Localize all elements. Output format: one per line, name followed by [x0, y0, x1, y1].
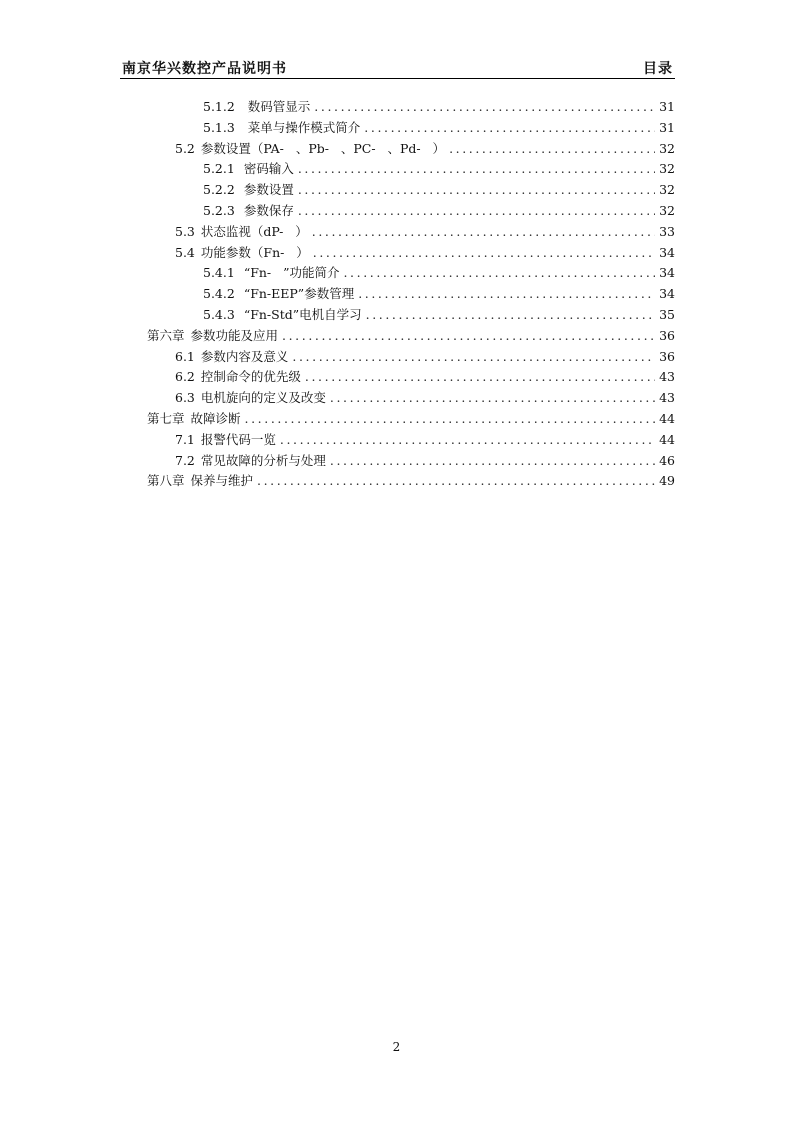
toc-entry[interactable]: [120, 471, 675, 492]
toc-entry-page: 31: [659, 119, 675, 135]
toc-entry-title: 控制命令的优先级: [200, 369, 301, 385]
toc-entry[interactable]: [120, 305, 675, 326]
toc-entry-page: 31: [659, 99, 675, 114]
toc-entry-page: 32: [659, 140, 675, 156]
toc-entry-number: 7.1: [175, 431, 195, 447]
toc-entry-title: 保养与维护: [190, 473, 254, 489]
toc-leader-dots: [313, 243, 655, 264]
toc-entry-title: 常见故障的分析与处理: [200, 452, 326, 468]
toc-entry[interactable]: [120, 347, 675, 368]
header-title: 南京华兴数控产品说明书: [122, 61, 287, 77]
toc-entry-number: 6.3: [175, 390, 195, 406]
toc-leader-dots: [305, 367, 655, 388]
toc-entry-number: 第七章: [147, 410, 185, 426]
toc-entry[interactable]: [120, 180, 675, 201]
toc-entry-title: 参数设置: [243, 182, 294, 198]
toc-entry-title: “Fn-EEP”参数管理: [243, 286, 355, 302]
toc-entry-number: 5.2.2: [203, 182, 235, 198]
toc-leader-dots: [314, 97, 655, 118]
toc-entry-title: 参数内容及意义: [200, 348, 289, 364]
toc-entry-page: 49: [659, 473, 675, 489]
toc-entry[interactable]: [120, 367, 675, 388]
toc-leader-dots: [366, 305, 655, 326]
toc-leader-dots: [358, 284, 655, 305]
toc-entry-page: 44: [659, 410, 675, 426]
header-section: 目录: [643, 61, 673, 77]
toc-leader-dots: [364, 118, 655, 139]
toc-entry[interactable]: [120, 97, 675, 118]
toc-entry-number: 第八章: [147, 473, 185, 489]
toc-entry-page: 33: [659, 223, 675, 239]
toc-entry-page: 32: [659, 161, 675, 177]
toc-entry-title: 故障诊断: [190, 410, 241, 426]
toc-entry[interactable]: [120, 388, 675, 409]
toc-leader-dots: [343, 263, 655, 284]
toc-leader-dots: [257, 471, 655, 492]
toc-entry[interactable]: [120, 326, 675, 347]
toc-entry-title: 状态监视（dP- ）: [200, 223, 308, 239]
toc-entry[interactable]: [120, 451, 675, 472]
toc-entry-page: 35: [659, 306, 675, 322]
toc-entry-number: 5.2: [175, 140, 195, 156]
toc-entry-title: 数码管显示: [243, 99, 311, 114]
toc-entry-number: 5.4.2: [203, 286, 235, 302]
toc-entry[interactable]: [120, 139, 675, 160]
toc-entry-number: 第六章: [147, 327, 185, 343]
toc-entry-number: 5.3: [175, 223, 195, 239]
toc-entry-number: 5.1.2: [203, 99, 235, 114]
toc-entry-number: 7.2: [175, 452, 195, 468]
toc-entry-title: 密码输入: [243, 161, 294, 177]
toc-entry[interactable]: [120, 409, 675, 430]
toc-entry-number: 5.4.3: [203, 306, 235, 322]
toc-entry-number: 5.4.1: [203, 265, 235, 281]
toc-entry[interactable]: [120, 118, 675, 139]
toc-leader-dots: [280, 430, 655, 451]
toc-leader-dots: [282, 326, 655, 347]
toc-leader-dots: [312, 222, 655, 243]
toc-entry-title: 参数功能及应用: [190, 327, 279, 343]
page-header: [120, 56, 675, 79]
toc-entry-title: “Fn-Std”电机自学习: [243, 306, 362, 322]
toc-leader-dots: [330, 451, 655, 472]
page-number: 2: [392, 1040, 401, 1054]
toc-entry[interactable]: [120, 222, 675, 243]
toc-leader-dots: [298, 180, 655, 201]
table-of-contents: [120, 97, 675, 492]
toc-entry[interactable]: [120, 284, 675, 305]
toc-entry-number: 6.2: [175, 369, 195, 385]
toc-leader-dots: [330, 388, 655, 409]
toc-entry-title: 参数设置（PA- 、Pb- 、PC- 、Pd- ）: [200, 140, 446, 156]
toc-entry-page: 36: [659, 348, 675, 364]
toc-entry-page: 44: [659, 431, 675, 447]
toc-entry-title: 功能参数（Fn- ）: [200, 244, 309, 260]
toc-entry-page: 36: [659, 327, 675, 343]
toc-entry-page: 43: [659, 369, 675, 385]
toc-entry-number: 5.2.3: [203, 202, 235, 218]
toc-entry-page: 43: [659, 390, 675, 406]
toc-entry-page: 34: [659, 286, 675, 302]
toc-leader-dots: [298, 159, 655, 180]
toc-entry-title: 菜单与操作模式简介: [243, 119, 361, 135]
toc-entry-number: 5.1.3: [203, 119, 235, 135]
toc-entry-page: 46: [659, 452, 675, 468]
toc-entry-title: 电机旋向的定义及改变: [200, 390, 326, 406]
toc-entry[interactable]: [120, 201, 675, 222]
toc-leader-dots: [245, 409, 655, 430]
toc-leader-dots: [298, 201, 655, 222]
toc-entry-number: 6.1: [175, 348, 195, 364]
toc-entry-page: 34: [659, 244, 675, 260]
toc-leader-dots: [292, 347, 655, 368]
toc-entry-page: 32: [659, 182, 675, 198]
toc-entry-title: 报警代码一览: [200, 431, 276, 447]
toc-entry-number: 5.2.1: [203, 161, 235, 177]
toc-entry-title: 参数保存: [243, 202, 294, 218]
toc-entry-number: 5.4: [175, 244, 195, 260]
toc-entry-title: “Fn- ”功能简介: [243, 265, 340, 281]
toc-entry-page: 34: [659, 265, 675, 281]
toc-entry[interactable]: [120, 159, 675, 180]
toc-entry-page: 32: [659, 202, 675, 218]
toc-leader-dots: [449, 139, 655, 160]
toc-entry[interactable]: [120, 430, 675, 451]
toc-entry[interactable]: [120, 243, 675, 264]
toc-entry[interactable]: [120, 263, 675, 284]
